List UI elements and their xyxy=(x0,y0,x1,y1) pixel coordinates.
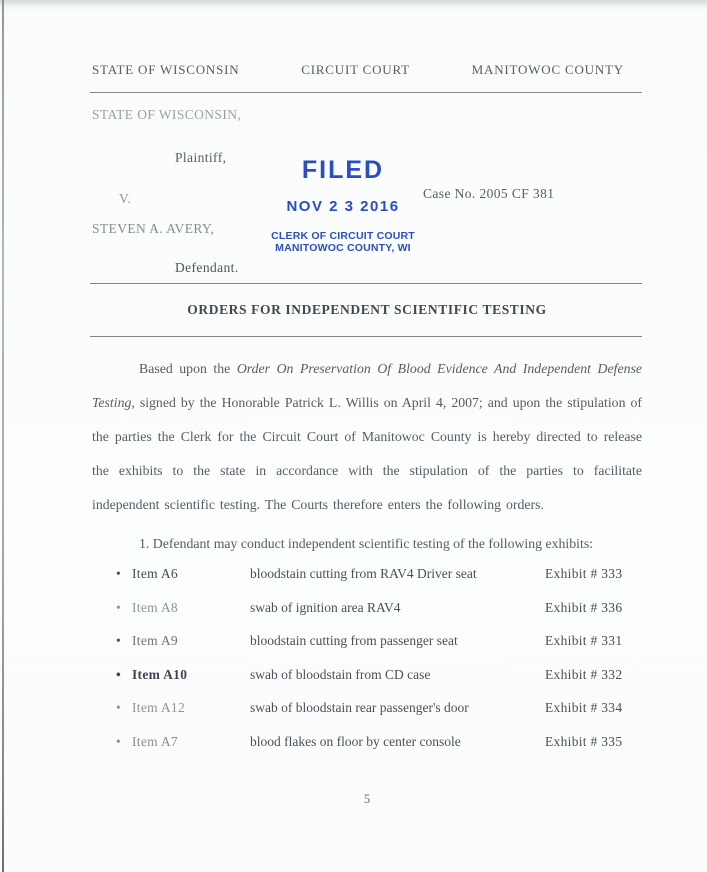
caption-plaintiff-role: Plaintiff, xyxy=(175,150,227,165)
header-state: STATE OF WISCONSIN xyxy=(92,62,240,77)
exhibit-row xyxy=(92,600,644,634)
bullet-icon: • xyxy=(116,666,121,682)
bullet-icon: • xyxy=(116,633,121,648)
filed-stamp-date: NOV 2 3 2016 xyxy=(286,198,400,215)
caption-versus: V. xyxy=(119,191,132,206)
header-rule xyxy=(90,92,642,93)
bullet-icon: • xyxy=(116,733,121,749)
exhibit-description: blood flakes on floor by center console xyxy=(250,733,461,749)
filed-stamp-clerk-line: CLERK OF CIRCUIT COURT xyxy=(271,230,415,242)
filed-stamp-county-line: MANITOWOC COUNTY, WI xyxy=(275,242,411,254)
body-paragraph xyxy=(92,352,642,522)
caption-defendant-role: Defendant. xyxy=(175,260,239,275)
page-number: 5 xyxy=(363,792,371,806)
caption-defendant-name: STEVEN A. AVERY, xyxy=(92,221,215,236)
body-rest: signed by the Honorable Patrick L. Willis on April 4, 2007; and upon the stipulation of the parties the Clerk for the Circuit Court of Manitowoc County is hereby directed to release the exhibits to the state in accordance with the stipulation of the parties to facilitate independent scientific testing. The Courts therefore enters the following orders. xyxy=(92,395,642,512)
exhibit-item-label: Item A10 xyxy=(132,666,188,682)
exhibit-list xyxy=(92,566,644,767)
exhibit-row xyxy=(92,633,644,667)
document-title: ORDERS FOR INDEPENDENT SCIENTIFIC TESTING xyxy=(187,302,547,317)
exhibit-row xyxy=(92,734,644,768)
exhibit-number: Exhibit # 334 xyxy=(545,700,623,715)
exhibit-number: Exhibit # 332 xyxy=(545,666,623,682)
scan-artifact-top-band xyxy=(0,0,707,11)
bullet-icon: • xyxy=(116,599,121,615)
order-item-1: 1. Defendant may conduct independent scientific testing of the following exhibits: xyxy=(139,536,594,551)
exhibit-number: Exhibit # 331 xyxy=(545,633,623,648)
exhibit-description: swab of bloodstain rear passenger's door xyxy=(250,700,469,715)
filed-stamp xyxy=(268,158,418,254)
rule-below-title xyxy=(90,336,642,337)
exhibit-row xyxy=(92,667,644,701)
rule-above-title xyxy=(90,283,642,284)
header-county: MANITOWOC COUNTY xyxy=(471,62,624,77)
cited-order-title: Order On Preservation Of Blood Evidence And Independent Defense Testing, xyxy=(92,361,642,410)
document-header xyxy=(92,62,624,78)
exhibit-number: Exhibit # 336 xyxy=(545,599,623,615)
exhibit-number: Exhibit # 335 xyxy=(545,733,623,749)
exhibit-number: Exhibit # 333 xyxy=(545,566,623,581)
exhibit-item-label: Item A8 xyxy=(132,599,178,615)
case-number: Case No. 2005 CF 381 xyxy=(423,186,555,201)
scan-artifact-left-edge xyxy=(2,0,4,872)
filed-stamp-word: FILED xyxy=(301,156,385,184)
exhibit-description: swab of ignition area RAV4 xyxy=(250,599,401,615)
exhibit-description: swab of bloodstain from CD case xyxy=(250,666,431,682)
exhibit-item-label: Item A12 xyxy=(132,700,186,715)
exhibit-item-label: Item A7 xyxy=(132,733,178,749)
body-intro: Based upon the xyxy=(139,361,237,376)
exhibit-item-label: Item A9 xyxy=(132,633,178,648)
bullet-icon: • xyxy=(116,700,121,715)
bullet-icon: • xyxy=(116,566,121,581)
header-court: CIRCUIT COURT xyxy=(301,62,410,77)
exhibit-description: bloodstain cutting from passenger seat xyxy=(250,633,458,648)
exhibit-row xyxy=(92,700,644,734)
caption-plaintiff-name: STATE OF WISCONSIN, xyxy=(92,107,242,122)
exhibit-item-label: Item A6 xyxy=(132,566,178,581)
exhibit-row xyxy=(92,566,644,600)
exhibit-description: bloodstain cutting from RAV4 Driver seat xyxy=(250,566,477,581)
